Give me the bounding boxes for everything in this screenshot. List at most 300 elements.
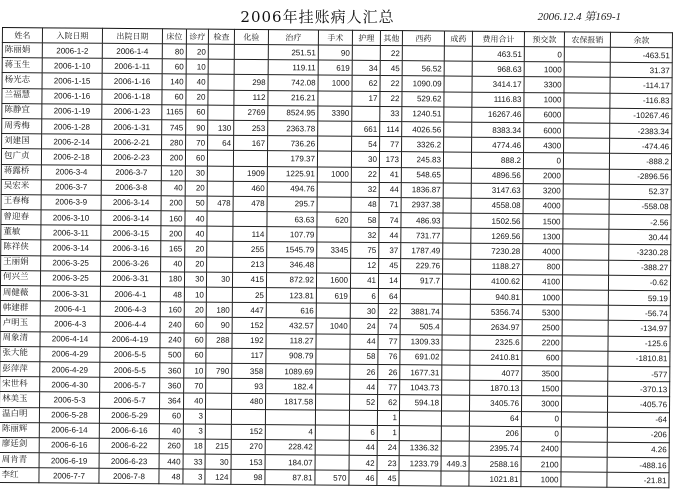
table-cell: 2006-3-14 [101, 210, 161, 226]
table-cell: 30 [351, 152, 379, 167]
table-cell: 33 [183, 454, 205, 469]
table-cell: 888.2 [471, 153, 523, 169]
table-cell: 1909 [233, 166, 267, 181]
table-cell: 70 [184, 378, 206, 393]
table-cell: 31.37 [610, 62, 672, 78]
table-cell [442, 335, 470, 350]
table-cell: 90 [206, 317, 232, 332]
table-cell: 1000 [522, 290, 562, 306]
table-cell: 661 [352, 121, 380, 136]
column-header: 出院日期 [102, 28, 162, 43]
table-cell: 240 [160, 332, 184, 347]
table-cell [206, 393, 232, 408]
table-cell: 206 [469, 426, 521, 442]
table-cell: 77 [378, 334, 400, 349]
table-cell [208, 59, 234, 74]
table-cell: 180 [160, 272, 184, 287]
table-cell [562, 335, 608, 351]
table-cell: 2400 [521, 441, 561, 457]
table-cell [207, 226, 233, 241]
table-cell: 2006-3-11 [41, 225, 101, 241]
table-cell: 26 [350, 364, 378, 379]
table-cell: 90 [186, 120, 208, 135]
table-cell: 114 [233, 227, 267, 242]
column-header: 其他 [380, 30, 402, 45]
table-cell: 87.81 [265, 470, 315, 486]
table-cell: 2006-5-5 [100, 347, 160, 363]
table-cell: 165 [161, 241, 185, 256]
table-cell: 449.3 [441, 456, 469, 471]
patient-name-cell: 李红 [0, 468, 39, 484]
table-cell: 260 [159, 439, 183, 454]
table-cell: 3345 [317, 242, 351, 257]
table-cell: 270 [231, 439, 265, 454]
patient-name-cell: 彭萍萍 [0, 361, 40, 377]
patient-name-cell: 周秀梅 [2, 118, 42, 134]
table-cell [441, 471, 469, 486]
table-cell: 1233.79 [399, 456, 441, 472]
table-cell: 60 [185, 150, 207, 165]
table-cell [399, 410, 441, 426]
table-cell: 59.19 [608, 290, 670, 306]
table-cell: 494.76 [267, 181, 317, 197]
table-cell: 2006-5-7 [100, 377, 160, 393]
table-cell: 2006-5-29 [99, 408, 159, 424]
table-cell [441, 410, 469, 425]
table-cell: 12 [351, 258, 379, 273]
table-cell: 742.08 [268, 75, 318, 91]
table-cell: 2769 [234, 105, 268, 120]
table-cell: 2395.74 [469, 441, 521, 457]
table-cell: 2006-3-26 [101, 256, 161, 272]
table-cell: 3200 [523, 183, 563, 199]
table-cell [399, 425, 441, 441]
table-cell: 179.37 [267, 151, 317, 167]
table-cell: 2006-6-22 [99, 438, 159, 454]
patient-name-cell: 周健薇 [0, 285, 40, 301]
table-cell [208, 90, 234, 105]
patient-name-cell: 宋世科 [0, 377, 40, 393]
table-cell [563, 229, 609, 245]
table-cell: 0 [521, 411, 561, 427]
table-cell: 2500 [522, 320, 562, 336]
table-cell: -114.17 [610, 78, 672, 94]
table-cell: 45 [377, 471, 399, 486]
patient-name-cell: 曾迎春 [1, 210, 41, 226]
table-cell: 2006-4-3 [40, 316, 100, 332]
table-cell [443, 152, 471, 167]
table-cell: 153 [231, 454, 265, 469]
table-cell: 44 [350, 334, 378, 349]
column-header: 入院日期 [42, 28, 102, 43]
table-cell [317, 151, 351, 166]
table-cell [564, 92, 610, 108]
table-cell: 1269.56 [471, 228, 523, 244]
table-cell: 3300 [524, 77, 564, 93]
table-cell: -405.76 [607, 397, 669, 413]
table-cell [207, 181, 233, 196]
table-cell: 112 [234, 90, 268, 105]
patient-name-cell: 林美玉 [0, 392, 40, 408]
table-cell: 167 [234, 135, 268, 150]
table-cell: 6000 [524, 107, 564, 123]
table-cell: 2006-1-28 [42, 119, 102, 135]
table-cell [441, 441, 469, 456]
table-cell: 3 [183, 469, 205, 484]
table-cell: 20 [186, 44, 208, 59]
table-cell: 7230.28 [471, 244, 523, 260]
table-cell: -134.97 [608, 321, 670, 337]
table-cell: 6 [349, 425, 377, 440]
table-cell [563, 153, 609, 169]
table-cell [563, 260, 609, 276]
table-cell: 182.4 [266, 379, 316, 395]
table-cell: 3 [183, 408, 205, 423]
table-cell: 10 [184, 287, 206, 302]
table-cell: 114 [380, 121, 402, 136]
column-header: 护理 [352, 30, 380, 45]
table-cell: 77 [378, 380, 400, 395]
table-cell [317, 227, 351, 242]
table-cell: 736.26 [268, 136, 318, 152]
table-cell: 1870.13 [470, 380, 522, 396]
table-cell: 800 [523, 259, 563, 275]
table-cell: 74 [379, 213, 401, 228]
patient-name-cell: 陈静宜 [2, 103, 42, 119]
table-cell [564, 77, 610, 93]
table-cell [442, 274, 470, 289]
table-cell: 4026.56 [402, 122, 444, 138]
table-cell: 1 [377, 425, 399, 440]
table-cell [442, 319, 470, 334]
table-cell [233, 211, 267, 226]
table-cell: 3881.74 [400, 304, 442, 320]
table-cell [316, 379, 350, 394]
table-cell: 60 [159, 408, 183, 423]
table-cell: 8524.95 [268, 105, 318, 121]
table-cell: 24 [350, 319, 378, 334]
table-cell [399, 471, 441, 487]
table-cell: 18 [183, 439, 205, 454]
table-cell [564, 123, 610, 139]
table-cell [206, 378, 232, 393]
table-cell: 48 [160, 287, 184, 302]
table-cell: 1677.31 [400, 365, 442, 381]
table-cell: 2006-1-19 [42, 104, 102, 120]
table-cell: 447 [232, 303, 266, 318]
table-cell: 30 [185, 165, 207, 180]
table-cell: 40 [185, 211, 207, 226]
table-cell: 3500 [522, 366, 562, 382]
table-cell: 2006-3-8 [101, 180, 161, 196]
table-cell [315, 440, 349, 455]
table-cell: -64 [607, 412, 669, 428]
column-header: 费用合计 [472, 31, 524, 46]
table-cell: 3414.17 [472, 77, 524, 93]
table-cell [562, 351, 608, 367]
table-cell: 52.37 [609, 184, 671, 200]
table-cell: 173 [379, 152, 401, 167]
table-cell [444, 46, 472, 61]
patient-name-cell: 董敏 [1, 225, 41, 241]
table-cell: 2006-6-19 [39, 453, 99, 469]
table-cell: 120 [161, 165, 185, 180]
table-cell [443, 228, 471, 243]
table-cell: 2006-5-28 [39, 407, 99, 423]
column-header: 诊疗 [186, 29, 208, 44]
table-cell [563, 184, 609, 200]
table-cell: -488.16 [607, 457, 669, 473]
table-cell: 2588.16 [469, 456, 521, 472]
table-cell: 3390 [318, 106, 352, 121]
table-cell: 1000 [317, 166, 351, 181]
table-cell: 1188.27 [471, 259, 523, 275]
table-cell: 60 [184, 333, 206, 348]
table-cell: 40 [184, 393, 206, 408]
table-cell: 2006-3-31 [40, 286, 100, 302]
table-cell: 16267.46 [472, 107, 524, 123]
table-cell: 1817.58 [266, 394, 316, 410]
patient-name-cell: 周象清 [0, 331, 40, 347]
table-cell: 940.81 [470, 289, 522, 305]
table-cell: 77 [380, 137, 402, 152]
table-cell: 213 [233, 257, 267, 272]
table-cell: 1336.32 [399, 441, 441, 457]
table-cell [561, 457, 607, 473]
table-cell: -463.51 [610, 47, 672, 63]
table-cell: 20 [184, 302, 206, 317]
table-cell: 124 [205, 469, 231, 484]
table-cell: 140 [162, 74, 186, 89]
table-cell: 872.92 [266, 272, 316, 288]
table-cell: 45 [379, 258, 401, 273]
table-cell [564, 108, 610, 124]
table-body [0, 43, 672, 489]
patient-name-cell: 包广贞 [1, 149, 41, 165]
table-cell [352, 106, 380, 121]
patient-name-cell: 陈祥侠 [1, 240, 41, 256]
table-cell: 46 [349, 470, 377, 485]
table-cell: 2006-7-8 [99, 469, 159, 485]
table-cell: 505.4 [400, 319, 442, 335]
table-cell: 44 [349, 440, 377, 455]
table-cell: -56.74 [608, 305, 670, 321]
table-cell: 200 [161, 150, 185, 165]
table-cell [562, 320, 608, 336]
patient-name-cell: 蒋玉生 [2, 58, 42, 74]
table-cell: 2006-4-1 [40, 301, 100, 317]
table-cell [564, 62, 610, 78]
table-cell: 2006-5-7 [100, 393, 160, 409]
table-cell [443, 167, 471, 182]
table-cell: 75 [351, 243, 379, 258]
table-cell: 107.79 [267, 227, 317, 243]
table-cell: 6 [350, 288, 378, 303]
table-cell: 2006-1-4 [102, 43, 162, 59]
patient-name-cell: 陈丽娟 [2, 43, 42, 59]
table-cell [317, 258, 351, 273]
table-cell: 123.81 [266, 288, 316, 304]
table-cell: 44 [379, 182, 401, 197]
table-cell: 5356.74 [470, 304, 522, 320]
table-cell: 40 [161, 256, 185, 271]
table-cell: 71 [379, 197, 401, 212]
table-cell [442, 304, 470, 319]
table-cell: 41 [379, 167, 401, 182]
table-cell: 1500 [522, 381, 562, 397]
patient-name-cell: 刘建国 [2, 134, 42, 150]
table-cell: 6000 [524, 123, 564, 139]
table-cell [315, 425, 349, 440]
table-cell: 30 [205, 454, 231, 469]
patient-name-cell: 王丽娟 [1, 255, 41, 271]
table-cell: 160 [161, 211, 185, 226]
table-cell: 4.26 [607, 442, 669, 458]
table-cell: 0 [523, 153, 563, 169]
table-cell: 62 [378, 395, 400, 410]
table-cell: 2006-3-4 [41, 164, 101, 180]
table-cell: 1309.33 [400, 334, 442, 350]
table-cell: 288 [206, 333, 232, 348]
table-cell: 63.63 [267, 212, 317, 228]
table-cell: 2006-3-7 [101, 165, 161, 181]
table-cell: 2325.6 [470, 335, 522, 351]
patient-name-cell: 卢明玉 [0, 316, 40, 332]
table-cell [315, 409, 349, 424]
column-header: 姓名 [2, 28, 42, 43]
table-cell [563, 244, 609, 260]
table-cell: 2006-5-3 [40, 392, 100, 408]
table-cell: 1600 [316, 273, 350, 288]
table-cell [562, 366, 608, 382]
table-cell: 2006-3-25 [41, 255, 101, 271]
table-cell: 4077 [470, 365, 522, 381]
table-cell: 44 [350, 379, 378, 394]
table-cell: 2006-4-14 [40, 331, 100, 347]
table-cell: 60 [184, 317, 206, 332]
table-cell: 1021.81 [469, 471, 521, 487]
table-cell [444, 92, 472, 107]
table-cell [316, 349, 350, 364]
table-cell: 25 [232, 287, 266, 302]
table-cell: 1043.73 [400, 380, 442, 396]
table-cell: 20 [185, 257, 207, 272]
patient-name-cell: 兰福慧 [2, 88, 42, 104]
table-cell: 548.65 [401, 167, 443, 183]
table-cell: 22 [378, 304, 400, 319]
table-cell: 90 [318, 45, 352, 60]
table-cell: 2363.78 [268, 121, 318, 137]
table-cell [207, 166, 233, 181]
table-cell: 117 [232, 348, 266, 363]
table-cell: -2.56 [609, 214, 671, 230]
table-cell: 360 [160, 363, 184, 378]
table-cell: 20 [186, 90, 208, 105]
table-cell: 3405.76 [470, 395, 522, 411]
table-cell: 2006-3-9 [41, 195, 101, 211]
table-cell: 48 [351, 197, 379, 212]
table-cell [442, 350, 470, 365]
patient-name-cell: 温白明 [0, 407, 40, 423]
table-cell: 80 [162, 44, 186, 59]
table-cell: 968.63 [472, 61, 524, 77]
table-cell [444, 137, 472, 152]
table-cell: 60 [184, 348, 206, 363]
column-header: 预交款 [524, 32, 564, 47]
table-cell: 2006-2-14 [42, 134, 102, 150]
table-cell [562, 290, 608, 306]
table-cell: 34 [352, 60, 380, 75]
table-cell: 40 [161, 180, 185, 195]
table-cell [207, 150, 233, 165]
table-cell: 216.21 [268, 90, 318, 106]
column-header: 治疗 [268, 30, 318, 45]
table-cell: 60 [162, 59, 186, 74]
table-cell: -0.62 [608, 275, 670, 291]
column-header: 床位 [162, 29, 186, 44]
table-cell: 1787.49 [401, 243, 443, 259]
table-cell [562, 305, 608, 321]
handwritten-note: 2006.12.4 第169-1 [537, 11, 621, 23]
table-cell: 2006-1-16 [42, 88, 102, 104]
table-cell: 2006-1-2 [42, 43, 102, 59]
column-header: 余款 [610, 32, 672, 47]
table-cell [318, 91, 352, 106]
table-cell: 2006-4-30 [40, 377, 100, 393]
table-cell: 1089.69 [266, 364, 316, 380]
table-cell: -370.13 [608, 381, 670, 397]
table-cell: 33 [380, 106, 402, 121]
table-cell: 415 [232, 272, 266, 287]
table-cell: 0 [521, 426, 561, 442]
table-cell [317, 182, 351, 197]
table-cell: 192 [232, 333, 266, 348]
table-cell: 64 [378, 288, 400, 303]
table-cell [443, 183, 471, 198]
table-cell: 619 [318, 60, 352, 75]
table-cell: 200 [161, 226, 185, 241]
table-cell: 1116.83 [472, 92, 524, 108]
table-cell: 30.44 [609, 230, 671, 246]
table-cell: 2634.97 [470, 320, 522, 336]
table-cell: 160 [160, 302, 184, 317]
table-cell: 1040 [316, 318, 350, 333]
table-cell: 184.07 [265, 455, 315, 471]
patient-name-cell: 张大能 [0, 346, 40, 362]
table-cell: 460 [233, 181, 267, 196]
table-cell: 691.02 [400, 349, 442, 365]
table-cell: 2006-1-10 [42, 58, 102, 74]
table-cell: 4 [265, 424, 315, 440]
table-cell: 2006-6-16 [39, 438, 99, 454]
table-cell: -3230.28 [609, 245, 671, 261]
patient-name-cell: 陈丽辉 [0, 422, 39, 438]
table-cell: 1000 [318, 75, 352, 90]
table-cell: 32 [351, 182, 379, 197]
table-cell: 17 [352, 91, 380, 106]
table-cell: 1090.09 [402, 76, 444, 92]
table-cell: 98 [231, 470, 265, 485]
table-cell: 500 [160, 348, 184, 363]
table-cell: -558.08 [609, 199, 671, 215]
table-cell [207, 242, 233, 257]
table-cell: 251.51 [268, 45, 318, 61]
table-cell: -10267.46 [610, 108, 672, 124]
table-cell [316, 394, 350, 409]
table-cell: 70 [186, 135, 208, 150]
table-cell: 2100 [521, 457, 561, 473]
table-cell [205, 424, 231, 439]
